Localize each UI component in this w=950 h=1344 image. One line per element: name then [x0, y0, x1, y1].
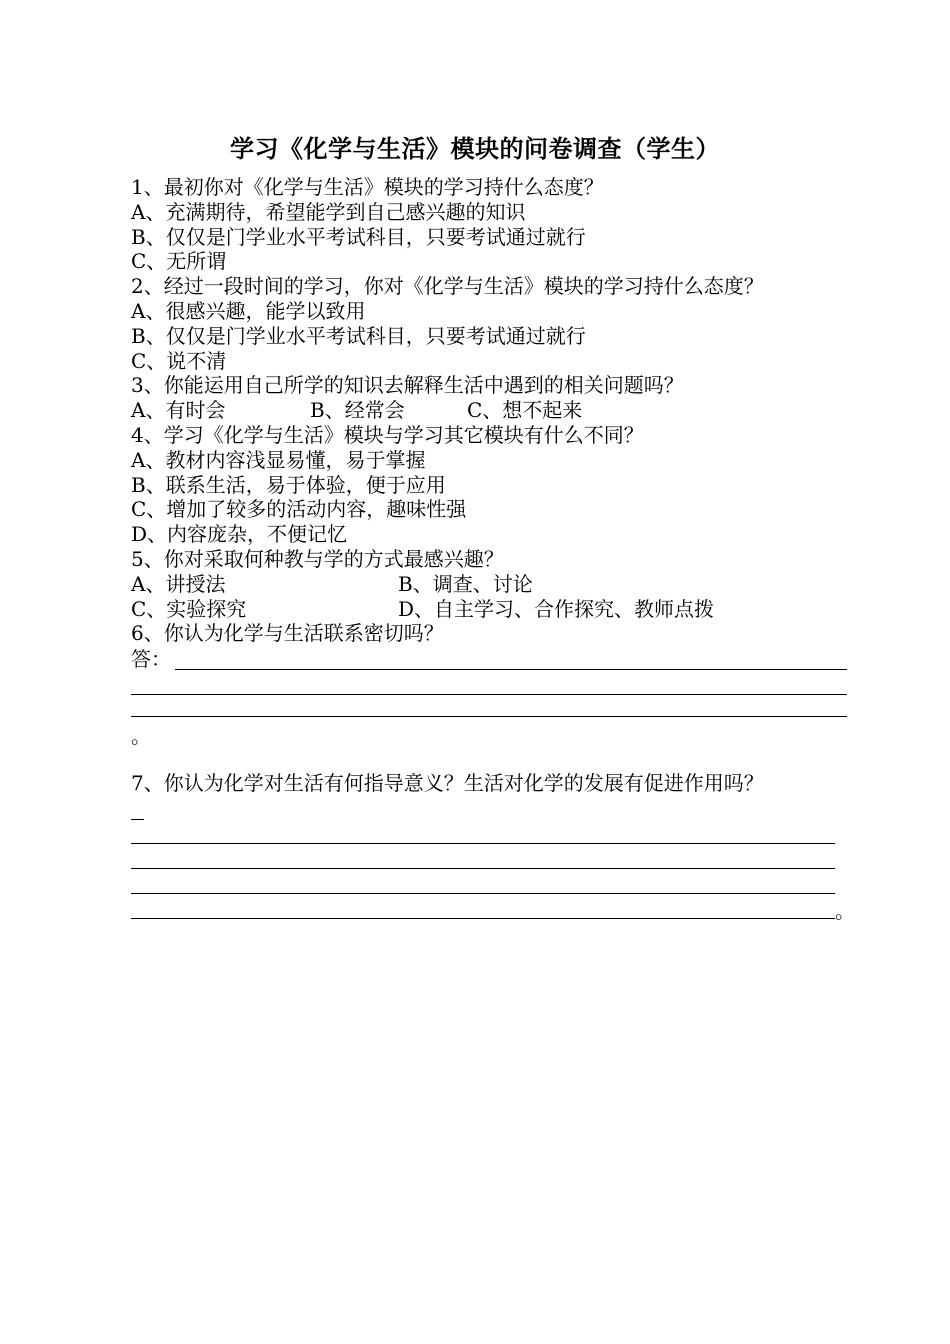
answer-line-6-1[interactable] — [175, 669, 847, 670]
answer-line-7-2[interactable] — [131, 868, 835, 869]
option-2a: A、很感兴趣，能学以致用 — [131, 299, 366, 323]
answer-line-6-3[interactable] — [131, 716, 847, 717]
option-3b: B、经常会 — [310, 398, 405, 422]
option-5c: C、实验探究 — [131, 597, 247, 621]
option-5a: A、讲授法 — [131, 572, 226, 596]
answer-end-mark-7: 。 — [835, 899, 855, 923]
question-6: 6、你认为化学与生活联系密切吗？ — [131, 621, 444, 645]
option-1c: C、无所谓 — [131, 249, 227, 273]
question-4: 4、学习《化学与生活》模块与学习其它模块有什么不同？ — [131, 423, 644, 447]
option-4c: C、增加了较多的活动内容，趣味性强 — [131, 497, 467, 521]
question-3: 3、你能运用自己所学的知识去解释生活中遇到的相关问题吗？ — [131, 373, 684, 397]
option-1b: B、仅仅是门学业水平考试科目，只要考试通过就行 — [131, 225, 586, 249]
option-5b: B、调查、讨论 — [398, 572, 533, 596]
answer-end-mark-6: 。 — [131, 724, 151, 748]
option-2b: B、仅仅是门学业水平考试科目，只要考试通过就行 — [131, 324, 586, 348]
question-2: 2、经过一段时间的学习，你对《化学与生活》模块的学习持什么态度？ — [131, 274, 764, 298]
option-5d: D、自主学习、合作探究、教师点拨 — [398, 597, 715, 621]
answer-line-7-3[interactable] — [131, 893, 835, 894]
option-3c: C、想不起来 — [467, 398, 583, 422]
option-3a: A、有时会 — [131, 398, 226, 422]
answer-label-6: 答： — [131, 647, 171, 671]
option-2c: C、说不清 — [131, 349, 227, 373]
option-4b: B、联系生活，易于体验，便于应用 — [131, 473, 446, 497]
question-7: 7、你认为化学对生活有何指导意义？生活对化学的发展有促进作用吗？ — [131, 771, 764, 795]
answer-line-6-2[interactable] — [131, 694, 847, 695]
answer-line-7-4[interactable] — [131, 918, 835, 919]
option-4a: A、教材内容浅显易懂，易于掌握 — [131, 448, 426, 472]
answer-line-7-1[interactable] — [131, 843, 835, 844]
option-1a: A、充满期待，希望能学到自己感兴趣的知识 — [131, 200, 526, 224]
option-4d: D、内容庞杂，不便记忆 — [131, 522, 348, 546]
question-5: 5、你对采取何种教与学的方式最感兴趣？ — [131, 547, 504, 571]
question-1: 1、最初你对《化学与生活》模块的学习持什么态度？ — [131, 175, 604, 199]
page-title: 学习《化学与生活》模块的问卷调查（学生） — [230, 135, 720, 163]
answer-line-7-0[interactable] — [131, 819, 144, 820]
